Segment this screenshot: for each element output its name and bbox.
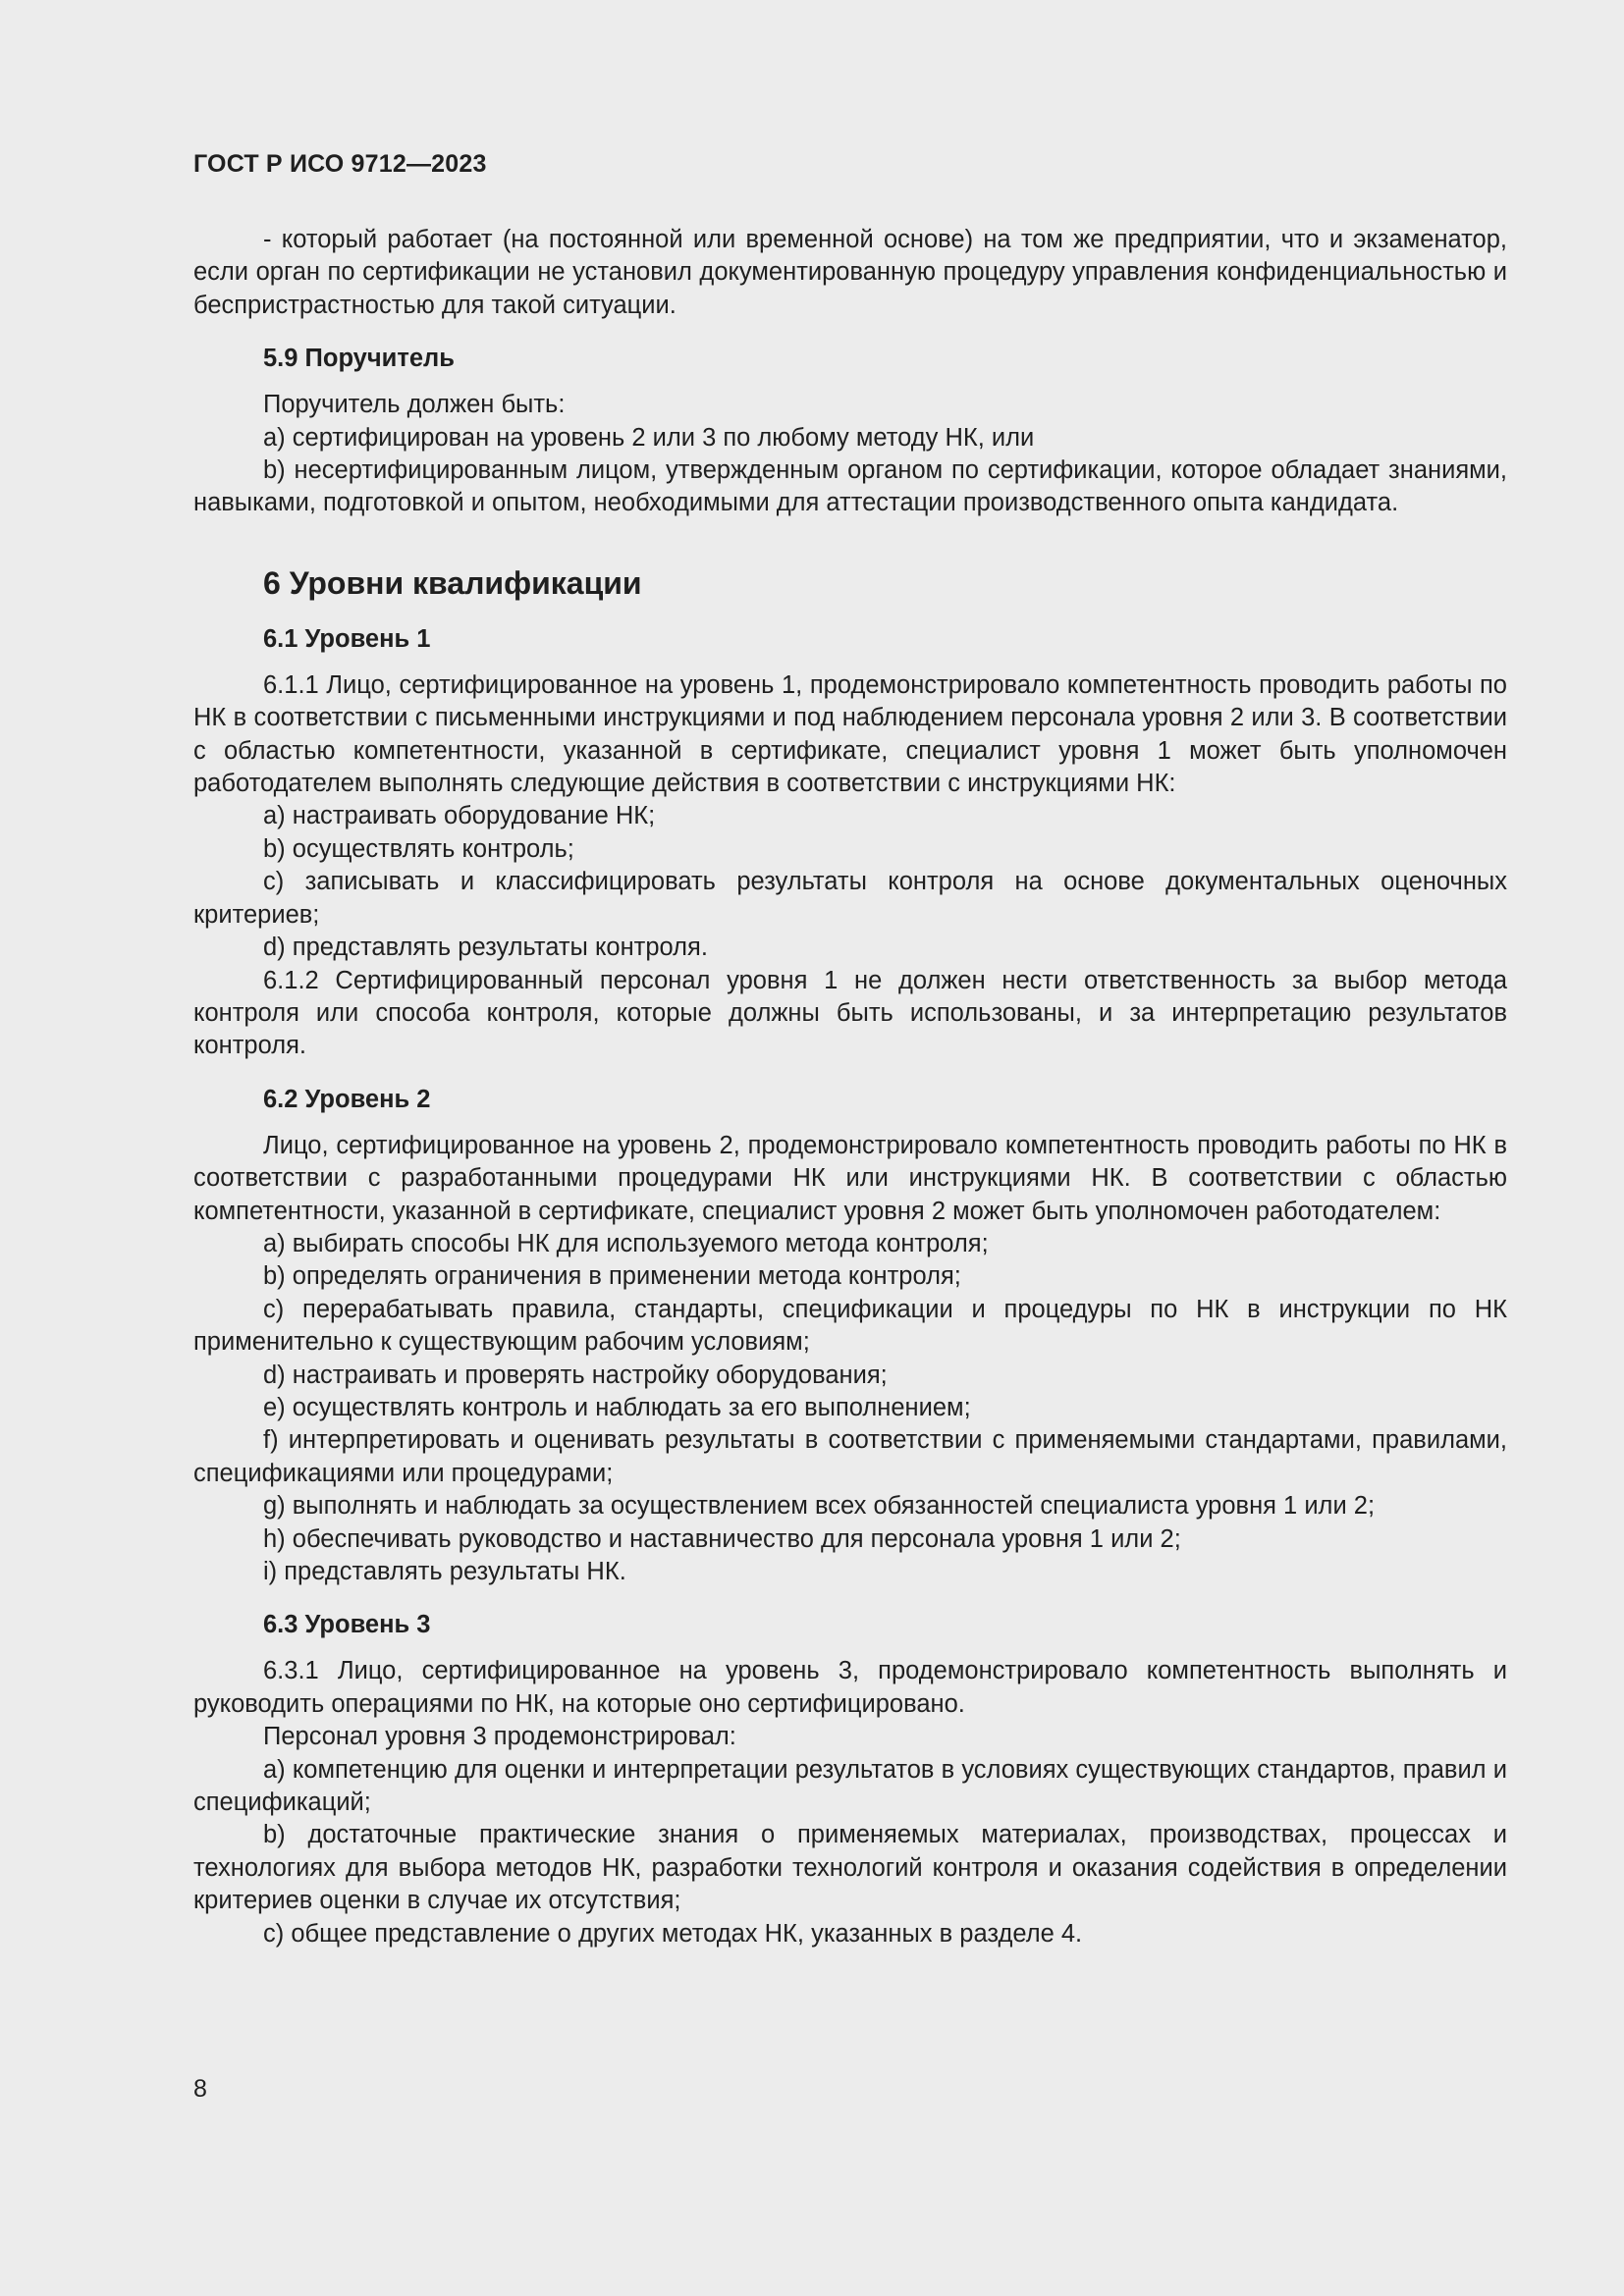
section-6-3-1-paragraph: 6.3.1 Лицо, сертифицированное на уровень 3, продемонстрировало компетентность выполнять и руководить операциями по НК, на которые оно сертифицировано. xyxy=(193,1657,1507,1718)
section-6-1-heading: 6.1 Уровень 1 xyxy=(263,624,431,653)
list-item: b) достаточные практические знания о применяемых материалах, производствах, процессах и технологиях для выбора методов НК, разработки технологий контроля и оказания содействия в определении критериев оценки в случае их отсутствия; xyxy=(193,1821,1507,1915)
document-header: ГОСТ Р ИСО 9712—2023 xyxy=(193,150,487,178)
section-6-1-2-paragraph: 6.1.2 Сертифицированный персонал уровня 1 не должен нести ответственность за выбор метода контроля или способа контроля, которые должны быть использованы, и за интерпретацию результатов контроля. xyxy=(193,966,1507,1060)
list-item: f) интерпретировать и оценивать результаты в соответствии с применяемыми стандартами, правилами, спецификациями или процедурами; xyxy=(193,1426,1507,1487)
list-item: h) обеспечивать руководство и наставничество для персонала уровня 1 или 2; xyxy=(263,1524,1181,1553)
list-item: c) общее представление о других методах НК, указанных в разделе 4. xyxy=(263,1919,1083,1948)
section-6-1-1-paragraph: 6.1.1 Лицо, сертифицированное на уровень 1, продемонстрировало компетентность проводить работы по НК в соответствии с письменными инструкциями и под наблюдением персонала уровня 2 или 3. В соответствии с областью компетентности, указанной в сертификате, специалист уровня 1 может быть уполномочен работодателем выполнять следующие действия в соответствии с инструкциями НК: xyxy=(193,670,1507,798)
list-item: i) представлять результаты НК. xyxy=(263,1558,626,1585)
document-page xyxy=(193,147,1507,1950)
list-item: e) осуществлять контроль и наблюдать за его выполнением; xyxy=(263,1393,971,1421)
page-number: 8 xyxy=(193,2075,207,2103)
list-item: a) настраивать оборудование НК; xyxy=(263,802,656,830)
intro-paragraph: - который работает (на постоянной или временной основе) на том же предприятии, что и экзаменатор, если орган по сертификации не установил документированную процедуру управления конфиденциальностью и беспристрастностью для такой ситуации. xyxy=(193,226,1507,319)
list-item: b) осуществлять контроль; xyxy=(263,834,574,863)
list-item: d) настраивать и проверять настройку оборудования; xyxy=(263,1361,888,1389)
list-item: d) представлять результаты контроля. xyxy=(263,934,708,962)
section-6-2-paragraph: Лицо, сертифицированное на уровень 2, продемонстрировало компетентность проводить работы по НК в соответствии с разработанными процедурами НК или инструкциями НК. В соответствии с областью компетентности, указанной в сертификате, специалист уровня 2 может быть уполномочен работодателем: xyxy=(193,1131,1507,1225)
list-item: c) записывать и классифицировать результаты контроля на основе документальных оценочных критериев; xyxy=(193,868,1507,929)
list-item: a) выбирать способы НК для используемого метода контроля; xyxy=(263,1229,989,1257)
list-item: g) выполнять и наблюдать за осуществлением всех обязанностей специалиста уровня 1 или 2; xyxy=(263,1492,1376,1521)
section-6-2-heading: 6.2 Уровень 2 xyxy=(263,1085,431,1113)
section-5-9-heading: 5.9 Поручитель xyxy=(263,345,455,373)
section-6-heading: 6 Уровни квалификации xyxy=(263,564,642,601)
section-5-9-lead: Поручитель должен быть: xyxy=(263,391,566,419)
section-6-3-lead: Персонал уровня 3 продемонстрировал: xyxy=(263,1723,736,1751)
list-item: b) определять ограничения в применении метода контроля; xyxy=(263,1262,961,1291)
section-6-3-heading: 6.3 Уровень 3 xyxy=(263,1611,431,1639)
list-item: a) сертифицирован на уровень 2 или 3 по любому методу НК, или xyxy=(263,423,1035,452)
list-item: c) перерабатывать правила, стандарты, спецификации и процедуры по НК в инструкции по НК применительно к существующим рабочим условиям; xyxy=(193,1295,1507,1357)
list-item: a) компетенцию для оценки и интерпретации результатов в условиях существующих стандартов, правил и спецификаций; xyxy=(193,1755,1507,1817)
list-item: b) несертифицированным лицом, утвержденным органом по сертификации, которое обладает знаниями, навыками, подготовкой и опытом, необходимыми для аттестации производственного опыта кандидата. xyxy=(193,456,1507,517)
